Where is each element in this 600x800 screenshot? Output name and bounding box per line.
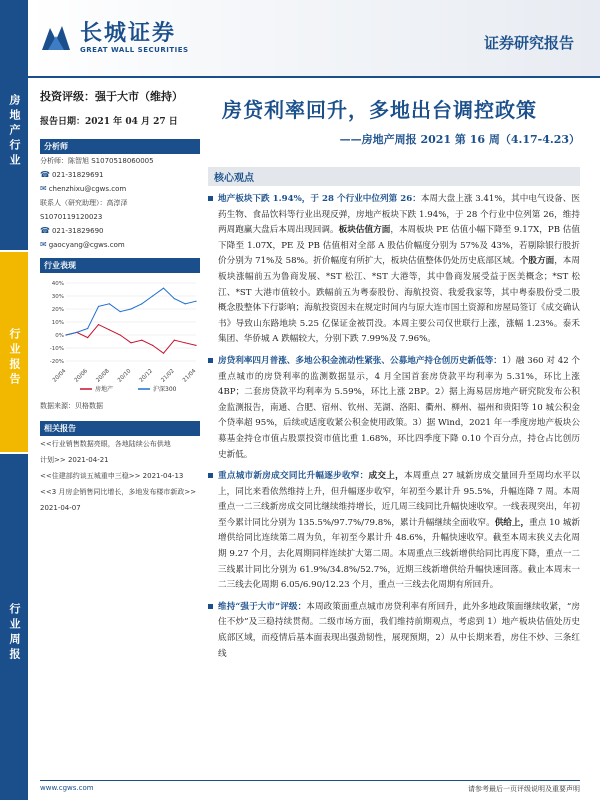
x-tick-label: 20/06 bbox=[73, 368, 90, 384]
logo-en: GREAT WALL SECURITIES bbox=[80, 46, 189, 54]
data-point bbox=[174, 340, 175, 341]
footer-disclaimer: 请参考最后一页评级说明及重要声明 bbox=[468, 785, 580, 793]
logo-cn: 长城证券 bbox=[80, 21, 177, 46]
key-points-header: 核心观点 bbox=[208, 167, 580, 186]
analyst-line: S1070119120023 bbox=[40, 213, 103, 221]
related-report-date: 2021-04-07 bbox=[40, 504, 81, 512]
data-point bbox=[141, 340, 142, 341]
bullet-icon bbox=[208, 196, 213, 201]
analyst-line: ☎ 021-31829691 bbox=[40, 170, 104, 179]
bullet-icon bbox=[208, 604, 213, 609]
data-point bbox=[185, 303, 186, 304]
analyst-line: 分析师：陈智旭 S1070518060005 bbox=[40, 157, 154, 165]
analyst-line: ☎ 021-31829690 bbox=[40, 226, 104, 235]
chart-section-title: 行业表现 bbox=[40, 258, 200, 273]
analyst-info bbox=[40, 154, 200, 252]
analyst-line[interactable]: ✉ chenzhixu@cgws.com bbox=[40, 184, 127, 193]
legend-label: 沪深300 bbox=[153, 386, 177, 393]
strip-weekly: 行业周报 bbox=[0, 454, 28, 800]
data-point bbox=[152, 345, 153, 346]
y-tick-label: 30% bbox=[51, 294, 64, 300]
data-point bbox=[98, 306, 99, 307]
legend-label: 房地产 bbox=[95, 386, 114, 393]
page-subtitle: ——房地产周报 2021 第 16 周（4.17-4.23） bbox=[339, 133, 580, 146]
data-point bbox=[109, 303, 110, 304]
related-report-link[interactable]: <<行业销售数据亮眼，各地陆续公布供地 bbox=[40, 440, 171, 448]
mail-icon: ✉ bbox=[40, 240, 47, 249]
industry-performance-chart bbox=[40, 277, 200, 397]
report-date: 报告日期：2021 年 04 月 27 日 bbox=[40, 117, 178, 127]
related-reports bbox=[40, 436, 200, 516]
data-point bbox=[120, 311, 121, 312]
data-point bbox=[195, 301, 196, 302]
paragraph-policy: 房贷利率四月普涨、多地公积金流动性紧张、公募地产持仓创历史新低等：1）融 360 对 42 个重点城市的房贷利率的监测数据显示，4 月全国首套房贷款平均利率为 5.31%，环比上涨 4BP；二套房贷款平均利率为 5.59%，环比上涨 2BP。2）据上海易居房地产研究院发布公积金监测报告，南通、合肥、宿州、钦州、芜湖、洛阳、衢州、柳州、福州和贵阳等 10 城公积金个贷率超 95%，后续或适度收紧公积金使用政策。3）据 Wind，2021 年一季度房地产板块公募基金持仓市值占股票投资市值比重 1.68%，环比四季度下降 0.10 个百分点，持仓占比创历史新低。 bbox=[208, 354, 580, 463]
investment-rating: 投资评级：强于大市（维持） bbox=[40, 90, 183, 103]
great-wall-logo-icon bbox=[38, 20, 74, 56]
y-tick-label: 10% bbox=[51, 320, 64, 326]
paragraph-market: 地产板块下跌 1.94%，于 28 个行业中位列第 26：本周大盘上涨 3.41%，其中电气设备、医药生物、食品饮料等行业出现反弹，房地产板块下跌 1.94%，于 28 个行业中位列第 26，维持两周跑赢大盘后本周出现回调。板块估值方面，本周板块 PE 估值小幅下降至 9.17X，PB 估值下降至 1.07X，PE 及 PB 估值相对全部 A 股估价幅度分别为 57%及 43%，若剔除银行股折价分别为 71%及 58%。折价幅度有所扩大，板块估值整体仍处历史底部区域。个股方面，本周板块涨幅前五为鲁商发展、*ST 松江、*ST 大港等，其中鲁商发展受益于医美概念；*ST 松江、*ST 大港市值较小。跌幅前五为粤泰股份、海航投资、我爱我家等，其中粤泰股份受二股概念股整体下行影响；海航投资因未在规定时间内与原大连市国土资源和房屋局签订《成交确认书》导致山东路地块 5.25 亿保证金被罚没。本周主要公司仅世联行上涨，涨幅 1.23%。泰禾集团、华侨城 A 跌幅较大，分别下跌 7.99%及 7.96%。 bbox=[208, 192, 580, 348]
main-content bbox=[208, 88, 580, 662]
report-type: 证券研究报告 bbox=[483, 34, 574, 52]
data-point bbox=[163, 353, 164, 354]
related-report-link[interactable]: <<3 月房企销售同比增长，多地发布楼市新政>> bbox=[40, 488, 197, 496]
data-point bbox=[130, 308, 131, 309]
paragraph-rating: 维持“强于大市”评级：本周政策面重点城市房贷利率有所回升，此外多地政策面继续收紧，“房住不炒”及三稳持续贯彻。二级市场方面，我们维持前期观点，考虑到 1）地产板块估值处历史底部区域，而疫情后基本面表现出强劲韧性，展现预期，2）从中长期来看，房住不炒、三条红线 bbox=[208, 600, 580, 662]
data-point bbox=[195, 345, 196, 346]
data-point bbox=[87, 328, 88, 329]
performance-chart-svg bbox=[40, 277, 200, 397]
data-point bbox=[87, 337, 88, 338]
x-tick-label: 20/08 bbox=[95, 368, 111, 384]
related-report-date: 计划>> 2021-04-21 bbox=[40, 456, 109, 464]
analyst-line[interactable]: ✉ gaocyang@cgws.com bbox=[40, 240, 125, 249]
data-point bbox=[163, 288, 164, 289]
related-report-link[interactable]: <<住建部约谈五城重申三稳>> 2021-04-13 bbox=[40, 472, 184, 480]
data-point bbox=[65, 334, 66, 335]
x-tick-label: 21/04 bbox=[181, 368, 198, 384]
y-tick-label: -20% bbox=[49, 359, 64, 365]
left-strip bbox=[0, 0, 28, 800]
data-point bbox=[76, 332, 77, 333]
paragraph-transactions: 重点城市新房成交同比升幅逐步收窄：成交上，本周重点 27 城新房成交量回升至周均水平以上，同比来看依然维持上升，但升幅逐步收窄，年初至今累计升 95.5%，升幅连降 7 周。本周重点一二三线新房成交同比继续维持增长，近几周三线同比升幅快速收窄。一线表现突出，年初至今累计同比分别为 135.5%/97.7%/79.8%，累计升幅继续全面收窄。供给上，重点 10 城新增供给同比连续第二周为负，年初至今累计升 48.6%，升幅快速收窄。截至本周末狭义去化周期 9.27 个月，去化周期同样连续扩大第二周。本周重点三线新增供给同比再度下降，重点一二三线累计同比分别为 61.9%/34.8%/52.7%，近期三线新增供给升幅快速回落。截止本周末一二三线去化周期 6.05/6.90/12.23 个月，重点一三线去化周期有所回升。 bbox=[208, 469, 580, 594]
bullet-icon bbox=[208, 358, 213, 363]
phone-icon: ☎ bbox=[40, 170, 50, 179]
strip-industry: 房地产行业 bbox=[0, 0, 28, 250]
series-line-csi300 bbox=[66, 288, 196, 335]
y-tick-label: 0% bbox=[55, 333, 64, 339]
mail-icon: ✉ bbox=[40, 184, 47, 193]
phone-icon: ☎ bbox=[40, 226, 50, 235]
data-source: 数据来源：贝格数据 bbox=[40, 402, 103, 410]
x-tick-label: 20/04 bbox=[51, 368, 68, 384]
analyst-line: 联系人（研究助理）：高淳泽 bbox=[40, 199, 128, 207]
footer-url[interactable]: www.cgws.com bbox=[40, 784, 94, 792]
x-tick-label: 20/12 bbox=[138, 368, 155, 384]
data-point bbox=[141, 303, 142, 304]
strip-report-type: 行业报告 bbox=[0, 252, 28, 452]
data-point bbox=[98, 324, 99, 325]
data-point bbox=[130, 342, 131, 343]
footer-divider bbox=[40, 780, 580, 781]
related-section-title: 相关报告 bbox=[40, 421, 200, 436]
info-sidebar bbox=[40, 88, 200, 516]
y-tick-label: 20% bbox=[51, 307, 64, 313]
y-tick-label: -10% bbox=[49, 346, 64, 352]
data-point bbox=[185, 342, 186, 343]
data-point bbox=[152, 295, 153, 296]
data-point bbox=[120, 334, 121, 335]
x-tick-label: 21/02 bbox=[160, 368, 176, 384]
x-tick-label: 20/10 bbox=[116, 368, 133, 384]
data-point bbox=[174, 298, 175, 299]
analyst-section-title: 分析师 bbox=[40, 139, 200, 154]
company-logo bbox=[38, 20, 189, 56]
page-header bbox=[28, 0, 600, 78]
bullet-icon bbox=[208, 473, 213, 478]
data-point bbox=[109, 329, 110, 330]
y-tick-label: 40% bbox=[51, 281, 64, 287]
page-title: 房贷利率回升，多地出台调控政策 bbox=[222, 98, 537, 122]
